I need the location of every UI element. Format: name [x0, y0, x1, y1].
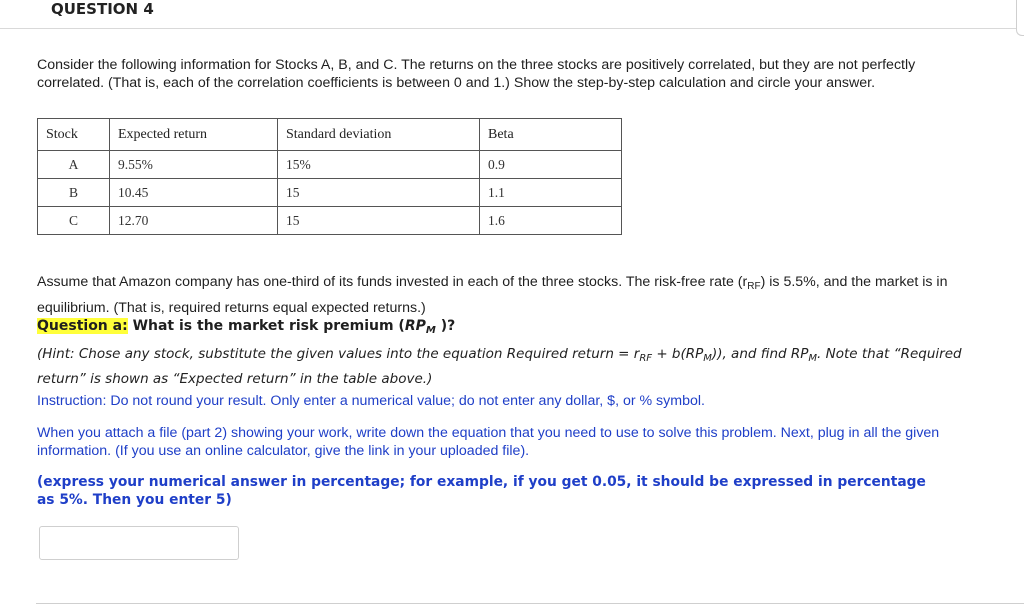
- cell-beta: 0.9: [480, 151, 622, 179]
- cell-standard-deviation: 15: [278, 207, 480, 235]
- question-a-label: Question a:: [37, 318, 128, 334]
- attach-note: When you attach a file (part 2) showing your work, write down the equation that you need to use to solve this problem. Next, plug in all the given information. (If you use an online calculator, give the link in your uploaded file).: [37, 425, 940, 459]
- instruction-text: Instruction: Do not round your result. Only enter a numerical value; do not enter any dollar, $, or % symbol.: [37, 393, 705, 409]
- header-standard-deviation: Standard deviation: [278, 119, 480, 151]
- header-beta: Beta: [480, 119, 622, 151]
- cell-stock: A: [38, 151, 110, 179]
- table-header-row: [38, 119, 622, 151]
- cell-beta: 1.1: [480, 179, 622, 207]
- assumption-text: Assume that Amazon company has one-third of its funds invested in each of the three stocks. The risk-free rate $(r_{RF})$ is 5.5%, and the market is in equilibrium. (That is, required returns equal expected returns.): [37, 274, 948, 316]
- table-row: [38, 179, 622, 207]
- cell-expected-return: 9.55%: [110, 151, 278, 179]
- table-row: [38, 207, 622, 235]
- answer-input[interactable]: [39, 526, 239, 560]
- hint-text: (Hint: Chose any stock, substitute the given values into the equation Required return = $r_{RF} + b(RP_M)$), and find $RP_M$. Note that “Required return” is shown as “Expected return” in the table above.): [37, 346, 962, 387]
- cell-standard-deviation: 15%: [278, 151, 480, 179]
- rf-subscript: RF: [747, 281, 761, 292]
- cell-expected-return: 10.45: [110, 179, 278, 207]
- question-a: Question a: What is the market risk premium ($RP_M$ )?: [37, 318, 456, 336]
- panel-edge: [1016, 0, 1024, 36]
- cell-stock: B: [38, 179, 110, 207]
- cell-stock: C: [38, 207, 110, 235]
- rpm-variable: $RP_M$: [404, 318, 436, 336]
- header-stock: Stock: [38, 119, 110, 151]
- express-note: (express your numerical answer in percentage; for example, if you get 0.05, it should be expressed in percentage as 5%. Then you enter 5): [37, 474, 926, 508]
- stock-table: [37, 118, 622, 235]
- header-divider: [0, 28, 1024, 29]
- table-row: [38, 151, 622, 179]
- question-intro: Consider the following information for Stocks A, B, and C. The returns on the three stocks are positively correlated, but they are not perfectly correlated. (That is, each of the correlation coefficients is between 0 and 1.) Show the step-by-step calculation and circle your answer.: [37, 57, 916, 91]
- question-title: QUESTION 4: [51, 0, 154, 18]
- cell-beta: 1.6: [480, 207, 622, 235]
- header-expected-return: Expected return: [110, 119, 278, 151]
- footer-divider: [36, 603, 1024, 604]
- cell-expected-return: 12.70: [110, 207, 278, 235]
- cell-standard-deviation: 15: [278, 179, 480, 207]
